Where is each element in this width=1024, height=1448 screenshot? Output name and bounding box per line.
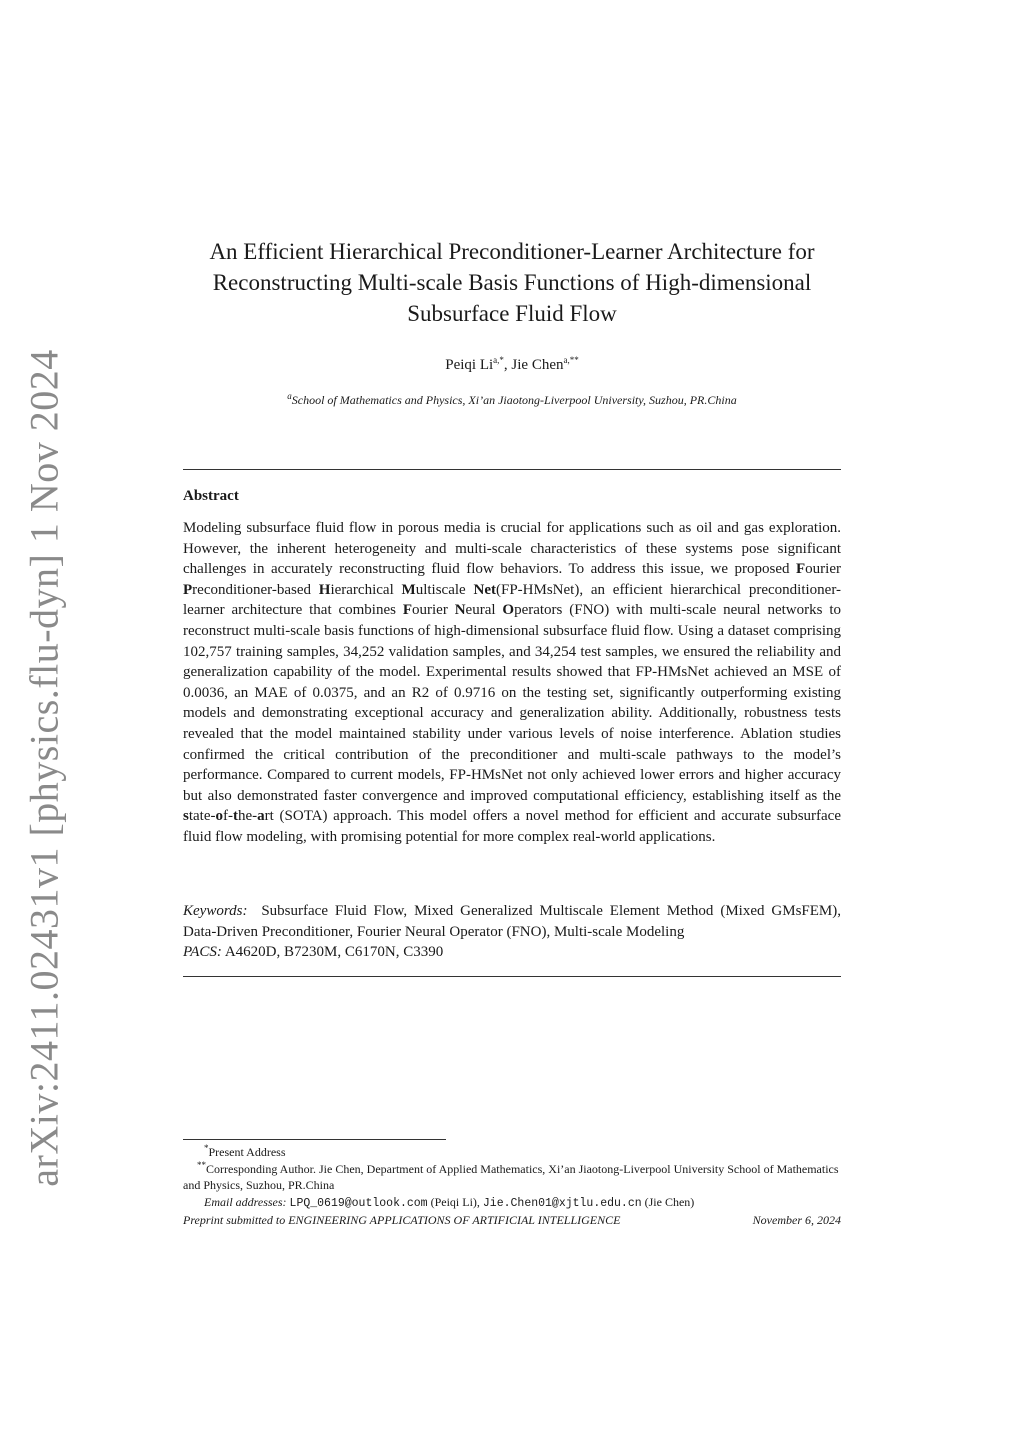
email-owner: (Jie Chen) bbox=[641, 1194, 695, 1209]
abstract-body bbox=[183, 518, 841, 848]
acronym-initial: N bbox=[454, 602, 466, 619]
author-name: Peiqi Li bbox=[445, 357, 494, 373]
affiliation-text: School of Mathematics and Physics, Xi’an Jiaotong-Liverpool University, Suzhou, PR.China bbox=[291, 393, 737, 407]
arxiv-identifier-stamp: arXiv:2411.02431v1 [physics.flu-dyn] 1 Nov 2024 bbox=[21, 349, 67, 1187]
author-affiliation-mark: a,** bbox=[563, 355, 579, 365]
affiliation-mark: a bbox=[287, 391, 292, 401]
title-line-2: Reconstructing Multi-scale Basis Functions of High-dimensional bbox=[212, 270, 812, 295]
author-name: Jie Chen bbox=[511, 357, 564, 373]
footnote-mark: * bbox=[204, 1143, 209, 1153]
acronym-initial: t bbox=[233, 808, 238, 825]
acronym-rest: reconditioner-based bbox=[192, 581, 319, 598]
acronym-initial: o bbox=[215, 808, 223, 825]
title-line-3: Subsurface Fluid Flow bbox=[407, 301, 617, 326]
abstract-heading: Abstract bbox=[183, 488, 239, 504]
footnote-text: Present Address bbox=[208, 1145, 286, 1159]
footnote-rule bbox=[183, 1139, 446, 1140]
email-owner: (Peiqi Li), bbox=[427, 1194, 483, 1209]
pacs-text: A4620D, B7230M, C6170N, C3390 bbox=[224, 944, 444, 960]
preprint-footer bbox=[183, 1213, 841, 1228]
keywords-label: Keywords: bbox=[183, 903, 248, 919]
pacs-codes bbox=[183, 942, 841, 963]
acronym-rest: perators bbox=[514, 602, 563, 619]
acronym-rest: rt bbox=[264, 808, 274, 825]
acronym-initial: a bbox=[257, 808, 265, 825]
acronym-initial: M bbox=[401, 581, 416, 598]
author-list bbox=[183, 357, 841, 374]
acronym-rest: ourier bbox=[805, 561, 841, 578]
keywords bbox=[183, 901, 841, 942]
abstract-text: (SOTA) approach. This model offers a novel method for efficient and accurate subsurface fluid flow modeling, with promising potential for more complex real-world applications. bbox=[183, 808, 841, 845]
acronym-initial: H bbox=[318, 581, 331, 598]
abstract-text: (FNO) with multi-scale neural networks to reconstruct multi-scale basis functions of high-dimensional subsurface fluid flow. Using a dataset comprising 102,757 training samples, 34,252 validation samples, and 34,254 test samples, we ensured the reliability and generalization capability of the model. Experimental results showed that FP-HMsNet achieved an MSE of 0.0036, an MAE of 0.0375, and an R2 of 0.9716 on the testing set, significantly outperforming existing models and demonstrating exceptional accuracy and generalization ability. Additionally, robustness tests revealed that the model maintained stability under various levels of noise interference. Ablation studies confirmed the critical contribution of the preconditioner and multi-scale pathways to the model’s performance. Compared to current models, FP-HMsNet not only achieved lower errors and higher accuracy but also demonstrated faster convergence and improved computational efficiency, establishing itself as the bbox=[183, 602, 841, 804]
abstract-top-rule bbox=[183, 469, 841, 470]
footnotes bbox=[183, 1144, 841, 1212]
acronym-rest: ultiscale bbox=[415, 581, 474, 598]
abstract-text: (FP-HMsNet), an efficient hierarchical preconditioner-learner architecture that combines bbox=[183, 581, 842, 619]
footnote-emails bbox=[183, 1194, 841, 1213]
pacs-label: PACS: bbox=[183, 944, 222, 960]
preprint-date: November 6, 2024 bbox=[752, 1213, 841, 1227]
preprint-journal: Preprint submitted to ENGINEERING APPLICATIONS OF ARTIFICIAL INTELLIGENCE bbox=[183, 1213, 621, 1227]
author-separator: , bbox=[503, 357, 512, 373]
footnote-present-address bbox=[183, 1144, 841, 1161]
fno-acronym-expansion bbox=[403, 602, 563, 618]
footnote-corresponding-author bbox=[183, 1161, 841, 1194]
acronym-rest: ierarchical bbox=[330, 581, 402, 598]
acronym-initial: O bbox=[502, 602, 515, 619]
abstract-text: Modeling subsurface fluid flow in porous media is crucial for applications such as oil and gas exploration. However, the inherent heterogeneity and multi-scale characteristics of these systems pose significant challenges in accurately reconstructing fluid flow behaviors. To address this issue, we proposed bbox=[183, 520, 841, 578]
acronym-initial: P bbox=[183, 581, 193, 598]
acronym-rest: tate- bbox=[188, 808, 216, 825]
acronym-initial: Net bbox=[473, 581, 496, 598]
paper-title bbox=[183, 236, 841, 329]
sota-acronym-expansion bbox=[183, 808, 274, 824]
email-label: Email addresses: bbox=[204, 1194, 287, 1209]
footnote-text: Corresponding Author. Jie Chen, Department of Applied Mathematics, Xi’an Jiaotong-Liverpool University School of Mathematics and Physics, Suzhou, PR.China bbox=[183, 1161, 839, 1192]
affiliation bbox=[183, 393, 841, 408]
email-link-jie-chen[interactable]: Jie.Chen01@xjtlu.edu.cn bbox=[482, 1196, 642, 1210]
acronym-initial: s bbox=[183, 808, 189, 825]
author-affiliation-mark: a,* bbox=[493, 355, 504, 365]
acronym-rest: he- bbox=[238, 808, 258, 825]
footnote-mark: ** bbox=[197, 1159, 206, 1170]
acronym-initial: F bbox=[796, 561, 806, 578]
abstract-bottom-rule bbox=[183, 976, 841, 977]
acronym-rest: ourier bbox=[412, 602, 455, 619]
acronym-rest: eural bbox=[465, 602, 503, 619]
acronym-rest: f- bbox=[223, 808, 233, 825]
acronym-initial: F bbox=[402, 602, 413, 619]
email-link-peiqi-li[interactable]: LPQ_0619@outlook.com bbox=[289, 1196, 428, 1210]
keywords-text: Subsurface Fluid Flow, Mixed Generalized Multiscale Element Method (Mixed GMsFEM), Data-Driven Preconditioner, Fourier Neural Operator (FNO), Multi-scale Modeling bbox=[183, 903, 842, 940]
title-line-1: An Efficient Hierarchical Preconditioner-Learner Architecture for bbox=[209, 239, 815, 264]
